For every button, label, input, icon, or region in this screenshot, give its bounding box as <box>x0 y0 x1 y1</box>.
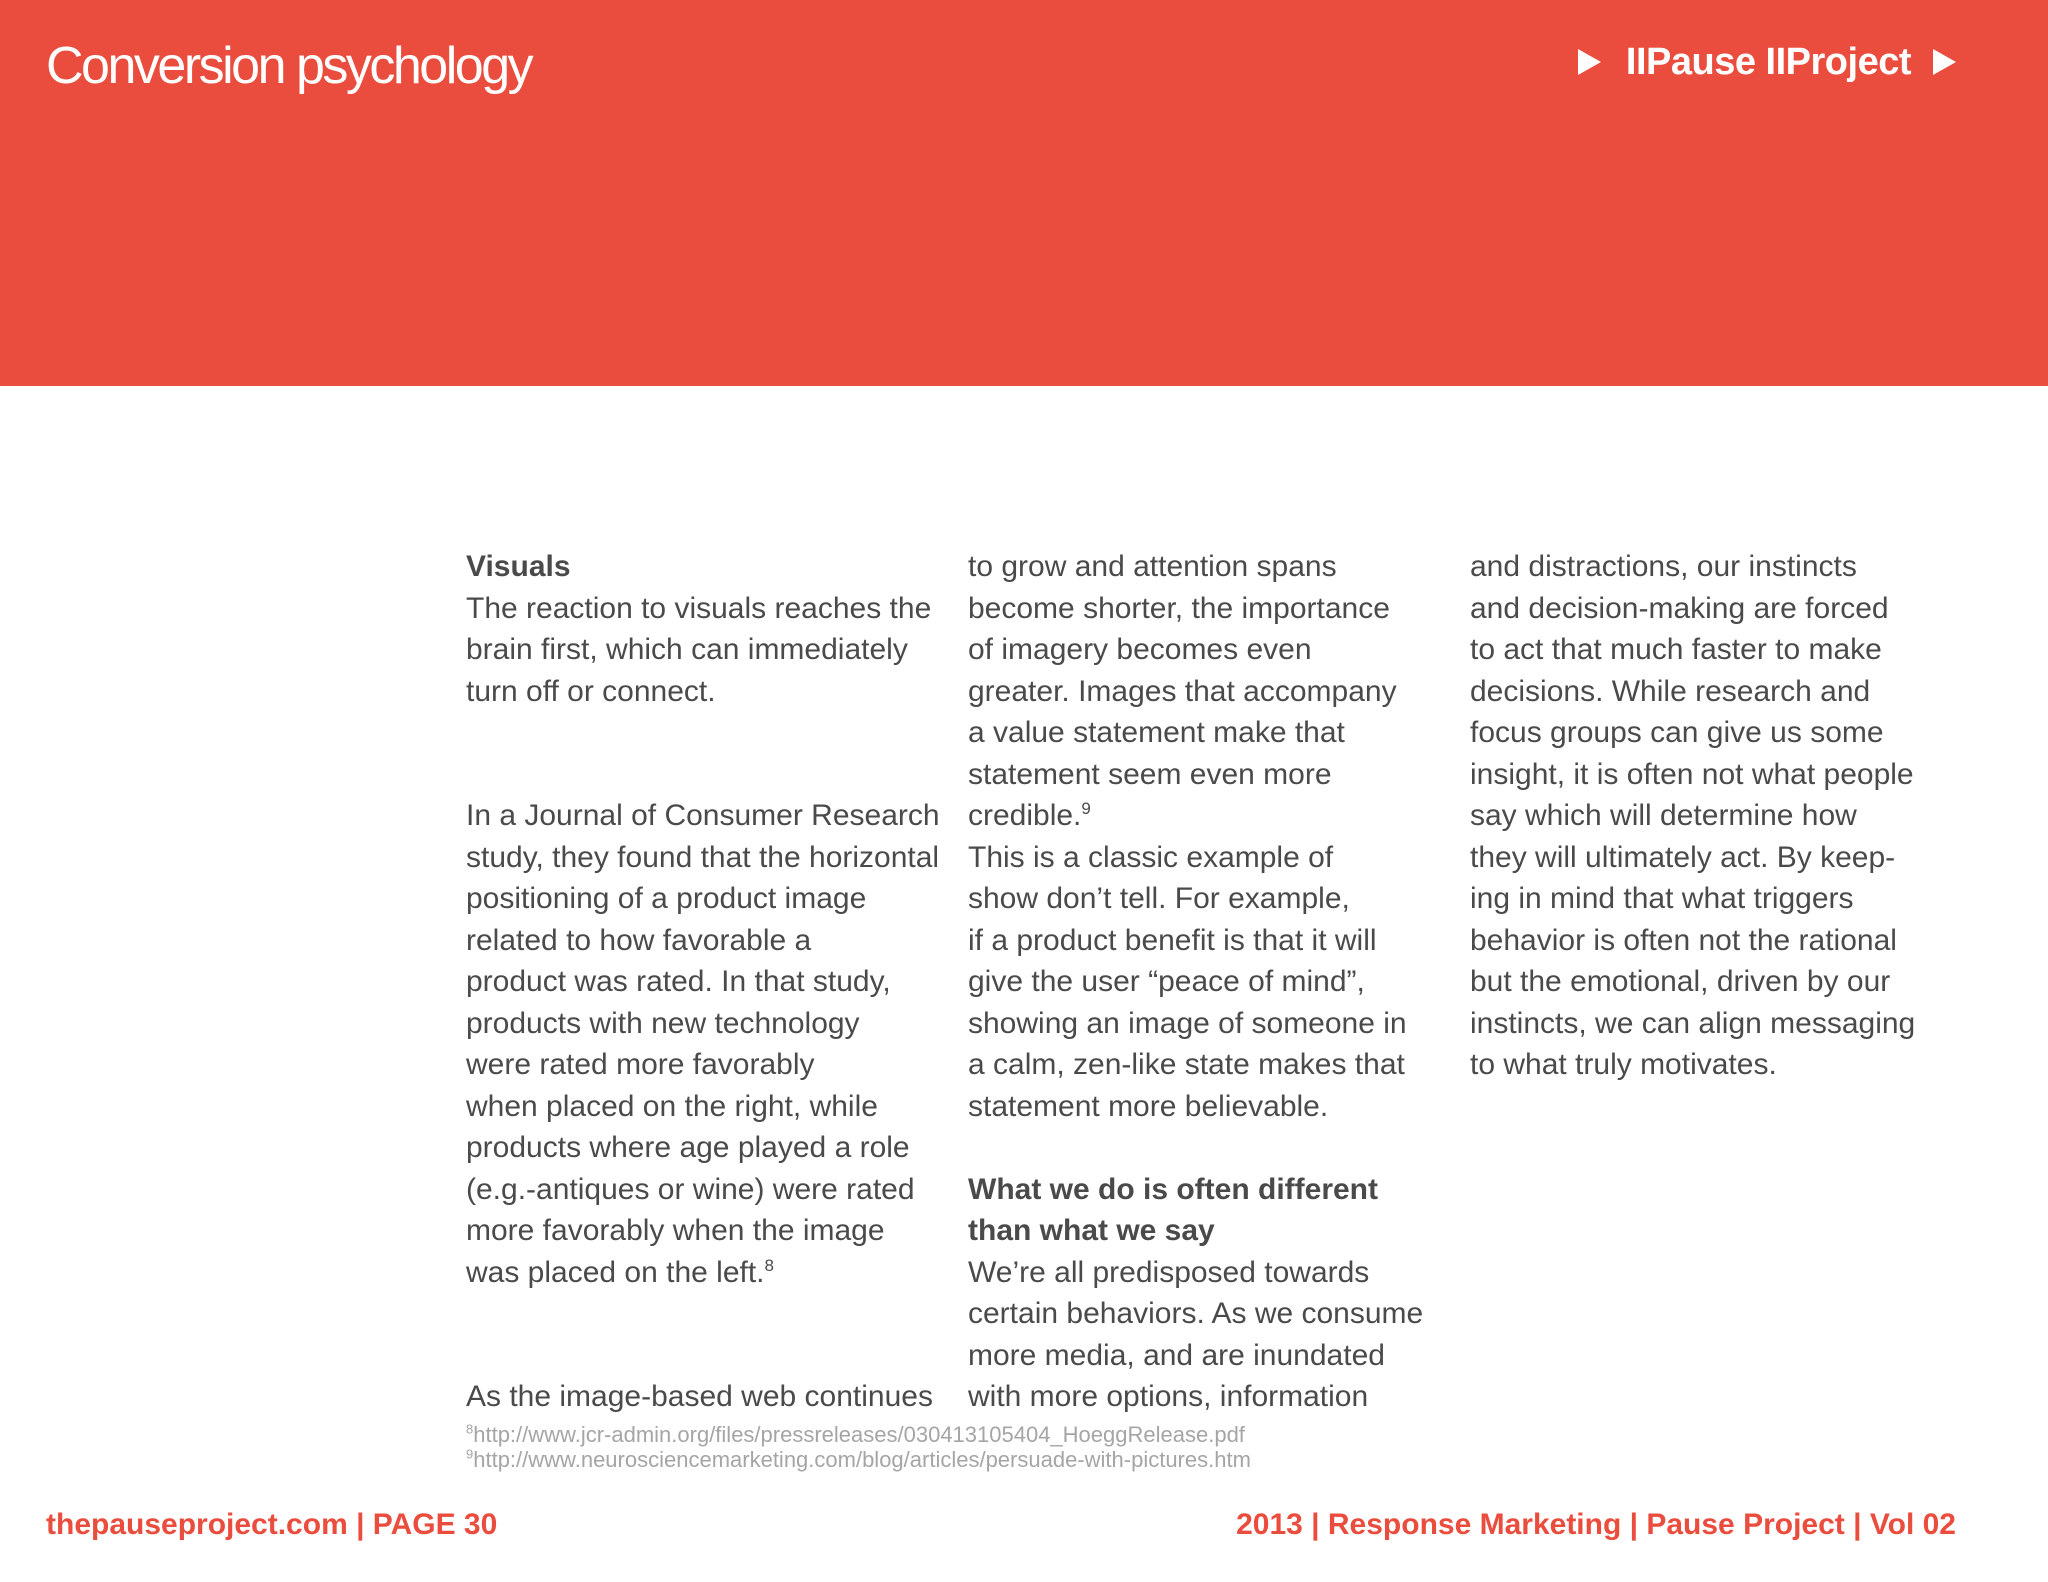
footnote-item <box>466 1447 1251 1472</box>
footnote-number: 8 <box>466 1421 474 1437</box>
page-title: Conversion psychology <box>46 37 532 95</box>
paragraph: The reaction to visuals reaches the brain first, which can immediately turn off or connect. <box>466 591 932 708</box>
paragraph: This is a classic example of show don’t tell. For example, if a product benefit is that it will give the user “peace of mind”, showing an image of someone in a calm, zen-like state makes that statement more believable. <box>968 840 1407 1123</box>
article-column-2 <box>968 546 1458 1418</box>
section-heading-behavior: What we do is often different than what we say <box>968 1172 1378 1247</box>
paragraph-spacer <box>968 1127 1458 1169</box>
footnote-item <box>466 1422 1251 1447</box>
paragraph-text: In a Journal of Consumer Research study, they found that the horizontal positioning of a product image related to how favorable a product was rated. In that study, products with new technology were rated more favorably when placed on the right, while products where age played a role (e.g.-antiques or wine) were rated more favorably when the image was placed on the left. <box>466 799 940 1289</box>
footnote-link[interactable]: http://www.jcr-admin.org/files/pressreleases/030413105404_HoeggRelease.pdf <box>473 1422 1245 1447</box>
brand-wordmark: IIPause IIProject <box>1625 40 1911 83</box>
footnote-marker: 8 <box>764 1255 774 1275</box>
paragraph: As the image-based web continues <box>466 1380 933 1413</box>
footnotes <box>466 1422 1251 1472</box>
paragraph-spacer <box>466 712 956 795</box>
footnote-link[interactable]: http://www.neurosciencemarketing.com/blog/articles/persuade-with-pictures.htm <box>473 1447 1251 1472</box>
brand-logo <box>1578 38 1956 86</box>
paragraph <box>968 546 1458 837</box>
header-banner <box>0 0 2048 386</box>
paragraph-spacer <box>466 1293 956 1376</box>
paragraph: We’re all predisposed towards certain behaviors. As we consume more media, and are inundated with more options, information <box>968 1255 1424 1413</box>
play-triangle-icon <box>1578 49 1601 75</box>
article-column-1 <box>466 546 956 1418</box>
play-triangle-icon <box>1933 49 1956 75</box>
footer-site-page: thepauseproject.com | PAGE 30 <box>46 1508 498 1541</box>
footer-publication-info: 2013 | Response Marketing | Pause Project | Vol 02 <box>1236 1508 1956 1541</box>
paragraph-text: to grow and attention spans become shorter, the importance of imagery becomes even greater. Images that accompany a value statement make that statement seem even more credible. <box>968 550 1397 832</box>
paragraph <box>466 795 956 1293</box>
article-body <box>466 546 1966 1413</box>
section-heading-visuals: Visuals <box>466 550 571 583</box>
footnote-number: 9 <box>466 1446 474 1462</box>
paragraph: and distractions, our instincts and decision-making are forced to act that much faster to make decisions. While research and focus groups can give us some insight, it is often not what people say which will determine how they will ultimately act. By keep- ing in mind that what triggers behavior is often not the rational but the emotional, driven by our instincts, we can align messaging to what truly motivates. <box>1470 550 1916 1081</box>
footnote-marker: 9 <box>1081 799 1091 818</box>
article-column-3 <box>1470 546 1960 1086</box>
